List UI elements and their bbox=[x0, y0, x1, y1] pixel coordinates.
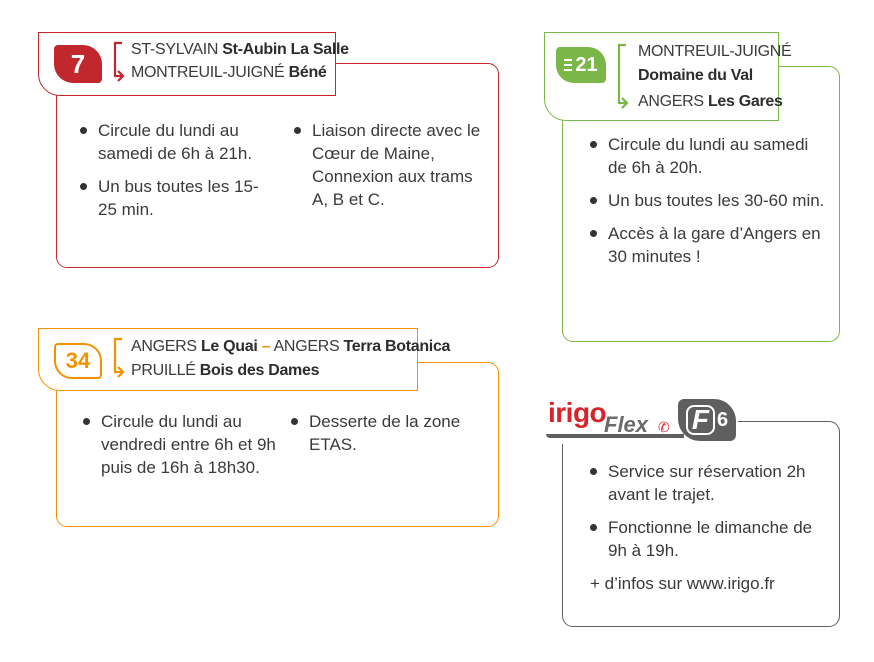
info-bullet: Circule du lundi au samedi de 6h à 20h. bbox=[590, 133, 825, 179]
irigo-flex-logo bbox=[546, 398, 686, 442]
info-bullet: Un bus toutes les 30-60 min. bbox=[590, 189, 825, 212]
route-arrow-icon bbox=[108, 40, 126, 82]
line-7-info-left bbox=[80, 119, 265, 231]
info-bullet: Circule du lundi au samedi de 6h à 21h. bbox=[80, 119, 265, 165]
line-34-stop-1 bbox=[131, 337, 450, 357]
line-21-badge bbox=[556, 47, 606, 83]
stop-place: Le Quai bbox=[200, 338, 258, 355]
stop-place: Domaine du Val bbox=[638, 67, 753, 84]
info-bullet: Circule du lundi au vendredi entre 6h et 9h puis de 16h à 18h30. bbox=[83, 410, 278, 479]
stop-separator: – bbox=[261, 338, 271, 355]
line-7-stop-2 bbox=[131, 63, 327, 83]
stop-place: St-Aubin La Salle bbox=[222, 41, 349, 58]
line-7-badge bbox=[54, 45, 102, 83]
stop-place: Bois des Dames bbox=[199, 362, 320, 379]
phone-icon: ✆ bbox=[658, 419, 670, 435]
flex-code-number: 6 bbox=[716, 408, 729, 431]
stop-city: ANGERS bbox=[273, 338, 340, 355]
irigo-brand: irigo bbox=[548, 397, 607, 428]
flex-info bbox=[590, 460, 830, 595]
info-bullet: Desserte de la zone ETAS. bbox=[291, 410, 486, 456]
stop-place: Béné bbox=[288, 64, 327, 81]
bus-lines-icon bbox=[564, 59, 572, 71]
stop-city: PRUILLÉ bbox=[131, 362, 196, 379]
stop-city: MONTREUIL-JUIGNÉ bbox=[131, 64, 285, 81]
stop-place: Terra Botanica bbox=[343, 338, 451, 355]
line-7-info-right bbox=[294, 119, 484, 221]
info-bullet: Fonctionne le dimanche de 9h à 19h. bbox=[590, 516, 830, 562]
info-bullet: Accès à la gare d’Angers en 30 minutes ! bbox=[590, 222, 825, 268]
line-34-stop-2 bbox=[131, 361, 319, 381]
stop-city: MONTREUIL-JUIGNÉ bbox=[638, 43, 792, 60]
line-21-stop-1 bbox=[638, 42, 791, 86]
line-21-stop-2 bbox=[638, 92, 783, 112]
line-34-info-right bbox=[291, 410, 486, 466]
info-bullet: Liaison directe avec le Cœur de Maine, Connexion aux trams A, B et C. bbox=[294, 119, 484, 211]
flex-code-letter: F bbox=[686, 405, 715, 435]
line-21-info bbox=[590, 133, 825, 278]
stop-city: ST-SYLVAIN bbox=[131, 41, 219, 58]
line-34-number: 34 bbox=[65, 348, 91, 373]
info-bullet: Service sur réservation 2h avant le trajet. bbox=[590, 460, 830, 506]
flex-code-badge bbox=[678, 399, 736, 441]
line-34-badge bbox=[54, 343, 102, 379]
line-34-info-left bbox=[83, 410, 278, 489]
flex-brand: Flex bbox=[604, 412, 649, 437]
stop-city: ANGERS bbox=[131, 338, 197, 355]
stop-place: Les Gares bbox=[707, 93, 783, 110]
more-info-text: + d’infos sur www.irigo.fr bbox=[590, 574, 775, 593]
line-7-stop-1 bbox=[131, 40, 349, 60]
route-arrow-icon bbox=[612, 42, 630, 110]
line-21-number: 21 bbox=[575, 53, 598, 76]
stop-city: ANGERS bbox=[638, 93, 704, 110]
line-7-number: 7 bbox=[70, 48, 86, 79]
route-arrow-icon bbox=[108, 336, 126, 378]
info-bullet: Un bus toutes les 15-25 min. bbox=[80, 175, 265, 221]
